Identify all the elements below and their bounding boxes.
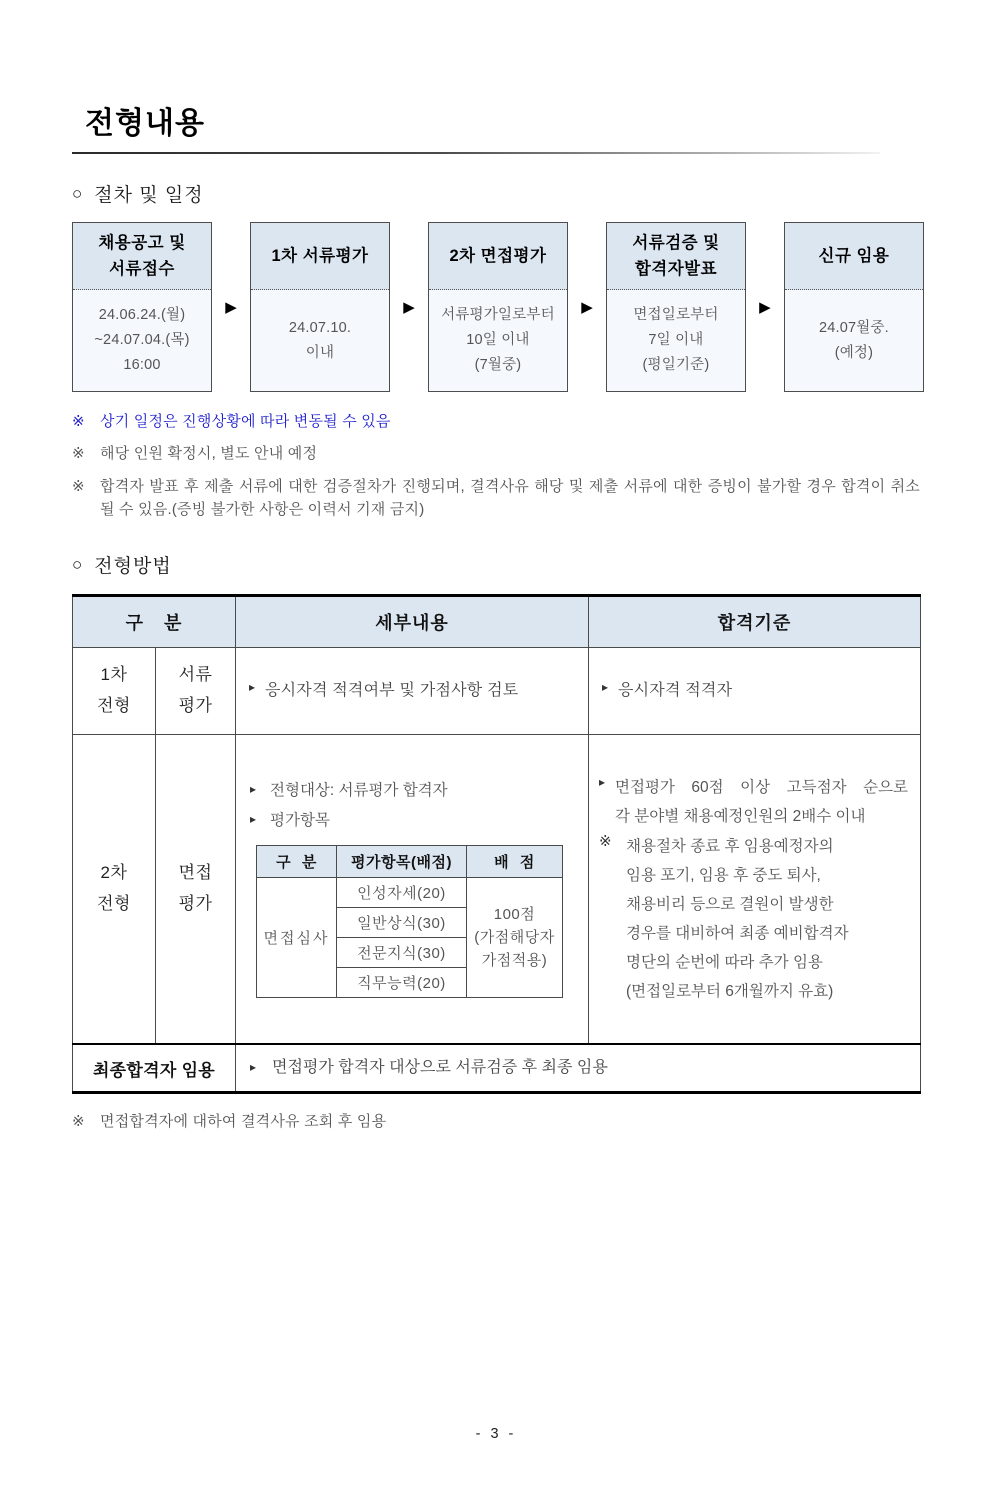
criteria-cell: [589, 648, 921, 735]
bullet-text: 평가항목: [270, 812, 330, 829]
document-page: [0, 98, 992, 1133]
note-text: 면접합격자에 대하여 결격사유 조회 후 임용: [100, 1113, 387, 1130]
criteria-bullet-block: [599, 773, 908, 831]
evaluation-item-cell: 일반상식(30): [337, 908, 467, 938]
table-header-row: [73, 596, 921, 648]
bullet-text: 응시자격 적격자: [618, 681, 733, 699]
triangle-bullet-icon: ▸: [599, 774, 606, 789]
evaluation-item-cell: 직무능력(20): [337, 968, 467, 998]
text-line: 16:00: [123, 356, 161, 373]
column-header-category: 구 분: [73, 596, 236, 648]
bullet-text: 전형대상: 서류평가 합격자: [270, 781, 448, 799]
text-line: 서류접수: [109, 260, 175, 278]
arrow-right-icon: ▶: [759, 298, 771, 316]
text-line: 7일 이내: [648, 332, 704, 349]
criteria-cell: [589, 735, 921, 1045]
flow-step-interview: [428, 222, 568, 392]
text-line: 1차 서류평가: [271, 246, 369, 265]
reference-marker-icon: ※: [72, 1113, 85, 1130]
text-line: 평가: [178, 894, 213, 913]
text-line: 명단의 순번에 따라 추가 임용: [626, 953, 823, 971]
text-line: (7월중): [474, 356, 522, 373]
flow-step-recruit-notice: [72, 222, 212, 392]
table-row-final: [73, 1044, 921, 1093]
flow-step-body: [429, 290, 567, 391]
process-flow: [72, 222, 924, 392]
text-line: 24.07.10.: [288, 319, 352, 336]
text-line: 면접평가 60점 이상 고득점자 순으로: [615, 778, 908, 796]
inner-table-header-row: [257, 846, 563, 878]
text-line: 전형: [97, 894, 131, 913]
text-line: 서류평가일로부터: [441, 307, 555, 324]
flow-step-title: [429, 223, 567, 290]
column-header-criteria: 합격기준: [589, 596, 921, 648]
bullet-item: [249, 676, 578, 706]
bullet-item: [602, 676, 910, 706]
method-note-1: [72, 1110, 920, 1133]
text-line: 채용비리 등으로 결원이 발생한: [626, 895, 834, 913]
arrow-right-icon: ▶: [581, 298, 593, 316]
final-appointment-label: 최종합격자 임용: [73, 1044, 236, 1093]
column-header-detail: 세부내용: [236, 596, 589, 648]
method-table: [72, 594, 921, 1094]
text-line: 전형: [97, 696, 131, 715]
title-underline: [72, 152, 880, 154]
type-cell: [156, 648, 236, 735]
stage-cell: [73, 648, 156, 735]
inner-column-header-score: 배 점: [467, 846, 563, 878]
bullet-item: [250, 1056, 919, 1080]
flow-step-title: [251, 223, 389, 290]
flow-step-body: [73, 290, 211, 391]
text-line: 각 분야별 채용예정인원의 2배수 이내: [615, 807, 866, 825]
total-score-cell: [467, 878, 563, 998]
table-row-first-stage: [73, 648, 921, 735]
triangle-bullet-icon: ▸: [250, 812, 257, 826]
text-line: 임용 포기, 임용 후 중도 퇴사,: [626, 866, 821, 884]
flow-step-doc-screening: [250, 222, 390, 392]
detail-cell: [236, 648, 589, 735]
detail-cell: [236, 735, 589, 1045]
reference-marker-icon: ※: [599, 832, 612, 850]
reference-marker-icon: ※: [72, 445, 85, 463]
flow-step-title: [607, 223, 745, 290]
page-title: 전형내용: [85, 107, 205, 140]
final-appointment-content: [236, 1044, 921, 1093]
evaluation-item-cell: 전문지식(30): [337, 938, 467, 968]
evaluation-items-table: [256, 845, 563, 998]
note-text: 상기 일정은 진행상황에 따라 변동될 수 있음: [100, 413, 391, 430]
page-number: - 3 -: [475, 1426, 517, 1442]
flow-step-title: [785, 223, 923, 290]
text-line: (평일기준): [642, 356, 710, 373]
text-line: 2차 면접평가: [449, 246, 547, 265]
table-row-second-stage: [73, 735, 921, 1045]
text-line: 면접: [178, 863, 213, 883]
section-heading-method: [72, 551, 920, 578]
inner-column-header-category: 구 분: [257, 846, 337, 878]
reference-marker-icon: ※: [72, 413, 85, 430]
text-line: 채용공고 및: [98, 233, 186, 252]
text-line: 채용절차 종료 후 임용예정자의: [626, 837, 834, 855]
text-line: (면접일로부터 6개월까지 유효): [626, 982, 834, 1000]
triangle-bullet-icon: ▸: [250, 781, 257, 796]
text-line: 합격자발표: [634, 260, 718, 278]
schedule-notes: [72, 410, 920, 521]
arrow-right-icon: ▶: [403, 298, 415, 316]
bullet-text: 응시자격 적격여부 및 가점사항 검토: [265, 681, 519, 699]
type-cell: [156, 735, 236, 1045]
text-line: 24.06.24.(월): [98, 307, 186, 324]
schedule-note-3: [72, 475, 920, 522]
triangle-bullet-icon: ▸: [602, 679, 609, 694]
text-line: 이내: [305, 344, 335, 361]
flow-step-verification: [606, 222, 746, 392]
arrow-right-icon: ▶: [225, 298, 237, 316]
text-line: 신규 임용: [818, 246, 890, 265]
note-text: 합격자 발표 후 제출 서류에 대한 검증절차가 진행되며, 결격사유 해당 및 제출 서류에 대한 증빙이 불가할 경우 합격이 취소 될 수 있음.(증빙 불가한 사항은 이력서 기재 금지): [100, 477, 920, 518]
text-line: 서류검증 및: [632, 233, 720, 252]
text-line: (예정): [834, 344, 874, 361]
flow-step-body: [251, 290, 389, 391]
circle-marker-icon: ○: [72, 183, 84, 203]
text-line: 평가: [178, 696, 213, 715]
flow-step-title: [73, 223, 211, 290]
text-line: 1차: [100, 665, 128, 685]
flow-step-appointment: [784, 222, 924, 392]
bullet-text: 면접평가 합격자 대상으로 서류검증 후 최종 임용: [272, 1059, 608, 1076]
schedule-note-2: [72, 442, 920, 465]
stage-cell: [73, 735, 156, 1045]
inner-column-header-items: 평가항목(배점): [337, 846, 467, 878]
section-heading-text: 전형방법: [94, 556, 172, 577]
bullet-item: [250, 806, 578, 836]
evaluation-item-cell: 인성자세(20): [337, 878, 467, 908]
note-text: 해당 인원 확정시, 별도 안내 예정: [100, 445, 318, 463]
text-line: ~24.07.04.(목): [94, 332, 190, 349]
bullet-item: [250, 776, 578, 806]
text-line: 경우를 대비하여 최종 예비합격자: [626, 924, 849, 942]
text-line: (가점해당자: [474, 929, 555, 947]
schedule-note-1: [72, 410, 920, 433]
text-line: 2차: [100, 863, 128, 883]
text-line: 100점: [493, 905, 536, 923]
text-line: 가점적용): [481, 952, 548, 970]
text-line: 24.07월중.: [818, 319, 889, 336]
criteria-note-block: [599, 832, 908, 1006]
interview-group-cell: 면접심사: [257, 878, 337, 998]
triangle-bullet-icon: ▸: [249, 679, 256, 694]
method-note: [72, 1110, 920, 1133]
reference-marker-icon: ※: [72, 477, 85, 495]
text-line: 서류: [178, 665, 213, 685]
section-heading-text: 절차 및 일정: [94, 185, 204, 206]
inner-table-row: [257, 878, 563, 908]
text-line: 면접일로부터: [633, 307, 719, 324]
circle-marker-icon: ○: [72, 554, 84, 574]
flow-step-body: [607, 290, 745, 391]
section-heading-schedule: [72, 180, 920, 207]
triangle-bullet-icon: ▸: [250, 1060, 257, 1074]
text-line: 10일 이내: [466, 332, 530, 349]
flow-step-body: [785, 290, 923, 391]
